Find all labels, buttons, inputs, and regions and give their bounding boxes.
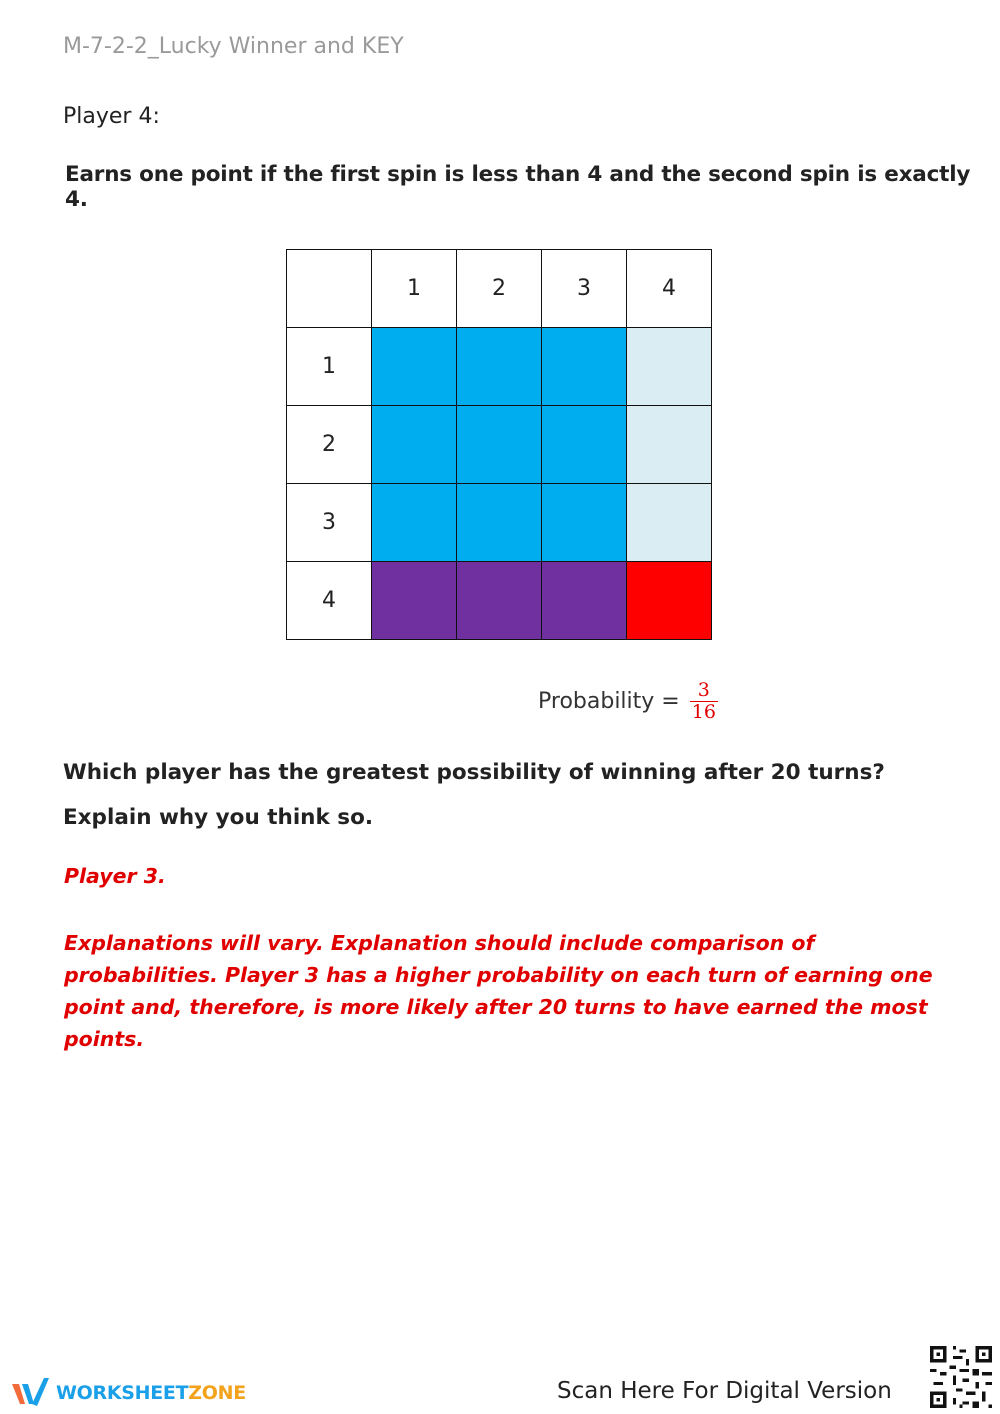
grid-cell — [457, 484, 542, 562]
grid-row-header: 4 — [287, 562, 372, 640]
probability-fraction — [690, 680, 718, 723]
grid-cell — [372, 328, 457, 406]
grid-cell — [457, 406, 542, 484]
grid-cell — [372, 406, 457, 484]
grid-cell — [627, 406, 712, 484]
answer-explanation: Explanations will vary. Explanation should include comparison of probabilities. Player 3 has a higher probability on each turn of earning one point and, therefore, is more likely after 20 turns to have earned the most points. — [64, 931, 933, 1051]
grid-cell — [627, 328, 712, 406]
grid-cell — [457, 562, 542, 640]
player-rule: Earns one point if the first spin is less than 4 and the second spin is exactly 4. — [65, 162, 971, 212]
qr-code-icon[interactable] — [927, 1343, 995, 1411]
fraction-numerator: 3 — [697, 679, 710, 701]
grid-cell — [542, 328, 627, 406]
grid-corner-cell — [287, 250, 372, 328]
grid-cell — [542, 484, 627, 562]
grid-cell — [457, 328, 542, 406]
probability-label: Probability = — [538, 689, 680, 714]
grid-row-header: 2 — [287, 406, 372, 484]
grid-col-header: 2 — [457, 250, 542, 328]
document-title: M-7-2-2_Lucky Winner and KEY — [63, 34, 404, 59]
grid-row-header: 3 — [287, 484, 372, 562]
grid-col-header: 3 — [542, 250, 627, 328]
grid-cell — [372, 562, 457, 640]
worksheetzone-logo[interactable] — [10, 1376, 246, 1410]
player-heading: Player 4: — [63, 104, 160, 129]
brand-name: WORKSHEETZONE — [56, 1382, 246, 1404]
grid-row-header: 1 — [287, 328, 372, 406]
answer-line-1: Player 3. — [64, 864, 166, 888]
scan-caption: Scan Here For Digital Version — [557, 1378, 892, 1404]
question-line-2: Explain why you think so. — [63, 805, 374, 830]
grid-col-header: 1 — [372, 250, 457, 328]
question-line-1: Which player has the greatest possibility of winning after 20 turns? — [63, 760, 885, 785]
grid-col-header: 4 — [627, 250, 712, 328]
outcome-grid — [286, 249, 712, 640]
worksheetzone-logo-icon — [10, 1376, 50, 1410]
grid-cell — [627, 484, 712, 562]
grid-cell — [372, 484, 457, 562]
fraction-denominator: 16 — [691, 701, 716, 723]
probability-statement — [538, 680, 718, 723]
grid-cell — [542, 562, 627, 640]
grid-cell — [542, 406, 627, 484]
grid-cell — [627, 562, 712, 640]
